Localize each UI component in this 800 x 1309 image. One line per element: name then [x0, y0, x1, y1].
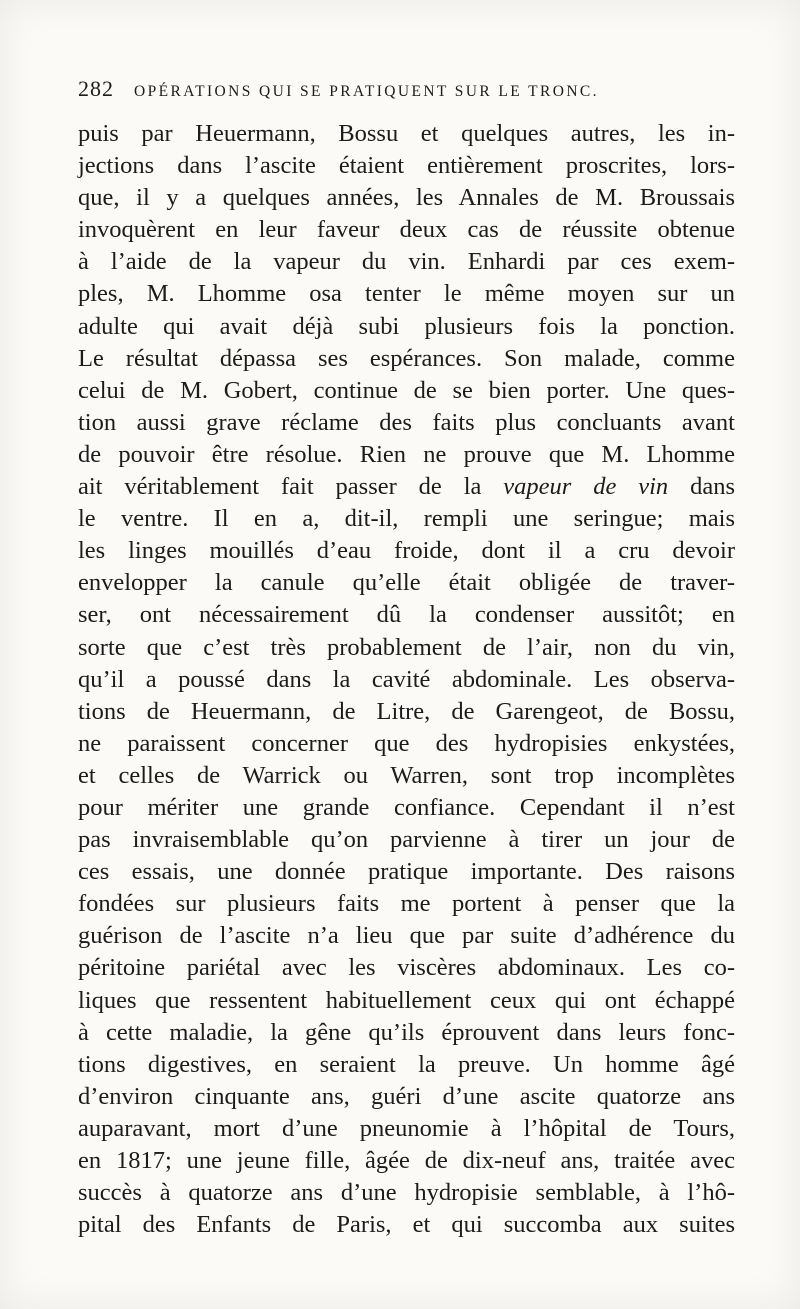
text-line: les linges mouillés d’eau froide, dont il a cru devoir — [78, 537, 735, 565]
text-segment: dans — [668, 473, 735, 501]
text-line: envelopper la canule qu’elle était obligée de traver- — [78, 569, 735, 597]
text-line: en 1817; une jeune fille, âgée de dix-neuf ans, traitée avec — [78, 1147, 735, 1174]
text-line: ser, ont nécessairement dû la condenser aussitôt; en — [78, 601, 735, 629]
text-line: pour mériter une grande confiance. Cependant il n’est — [78, 793, 735, 821]
text-line: pital des Enfants de Paris, et qui succomba aux suites — [78, 1211, 735, 1239]
italic-phrase: vapeur de vin — [503, 473, 669, 501]
running-head: OPÉRATIONS QUI SE PRATIQUENT SUR LE TRONC. — [134, 83, 599, 100]
text-line: le ventre. Il en a, dit-il, rempli une seringue; mais — [78, 505, 735, 533]
text-line: ces essais, une donnée pratique importante. Des raisons — [78, 858, 735, 886]
text-line-with-italic — [78, 471, 735, 503]
text-line: ne paraissent concerner que des hydropisies enkystées, — [78, 729, 735, 757]
text-line: invoquèrent en leur faveur deux cas de réussite obtenue — [78, 216, 735, 244]
text-line: jections dans l’ascite étaient entièrement proscrites, lors- — [78, 152, 735, 180]
page-header — [78, 76, 738, 110]
text-line: de pouvoir être résolue. Rien ne prouve que M. Lhomme — [78, 440, 735, 468]
text-line: que, il y a quelques années, les Annales de M. Broussais — [78, 184, 735, 212]
text-line: tions digestives, en seraient la preuve. Un homme âgé — [78, 1050, 735, 1078]
text-line: Le résultat dépassa ses espérances. Son malade, comme — [78, 344, 735, 372]
body-text — [78, 118, 735, 1241]
text-line: guérison de l’ascite n’a lieu que par suite d’adhérence du — [78, 922, 735, 950]
text-line: succès à quatorze ans d’une hydropisie semblable, à l’hô- — [78, 1179, 735, 1207]
text-line: péritoine pariétal avec les viscères abdominaux. Les co- — [78, 954, 735, 982]
text-line: tions de Heuermann, de Litre, de Garengeot, de Bossu, — [78, 697, 735, 725]
text-line: et celles de Warrick ou Warren, sont trop incomplètes — [78, 761, 735, 789]
text-line: à cette maladie, la gêne qu’ils éprouvent dans leurs fonc- — [78, 1018, 735, 1046]
text-line: adulte qui avait déjà subi plusieurs fois la ponction. — [78, 312, 735, 340]
text-line: celui de M. Gobert, continue de se bien porter. Une ques- — [78, 376, 735, 404]
text-line: qu’il a poussé dans la cavité abdominale. Les observa- — [78, 665, 735, 693]
text-line: ples, M. Lhomme osa tenter le même moyen sur un — [78, 280, 735, 308]
page-number: 282 — [78, 76, 114, 101]
text-line: fondées sur plusieurs faits me portent à penser que la — [78, 890, 735, 918]
text-line: puis par Heuermann, Bossu et quelques autres, les in- — [78, 120, 735, 147]
text-line: auparavant, mort d’une pneunomie à l’hôpital de Tours, — [78, 1114, 735, 1142]
text-line: d’environ cinquante ans, guéri d’une ascite quatorze ans — [78, 1082, 735, 1110]
text-line: à l’aide de la vapeur du vin. Enhardi par ces exem- — [78, 248, 735, 276]
text-line: sorte que c’est très probablement de l’air, non du vin, — [78, 633, 735, 661]
text-line: pas invraisemblable qu’on parvienne à tirer un jour de — [78, 826, 735, 854]
text-line: tion aussi grave réclame des faits plus concluants avant — [78, 408, 735, 436]
text-segment: ait véritablement fait passer de la — [78, 473, 504, 501]
text-line: liques que ressentent habituellement ceux qui ont échappé — [78, 986, 735, 1014]
